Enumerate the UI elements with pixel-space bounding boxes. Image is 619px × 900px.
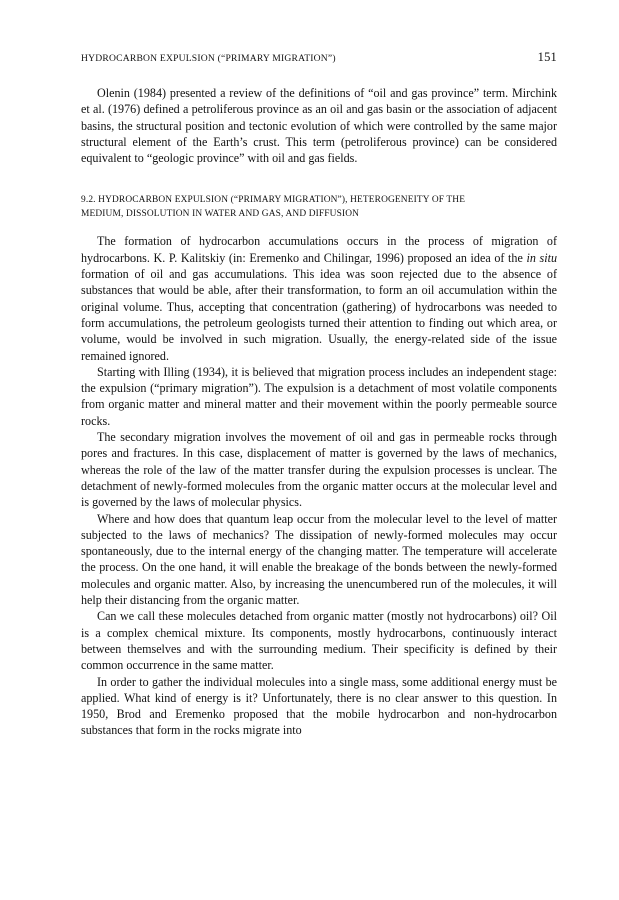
section-heading-line-2: MEDIUM, DISSOLUTION IN WATER AND GAS, AND DIFFUSION xyxy=(81,208,360,219)
section-heading xyxy=(81,194,557,221)
paragraph-1-text-start: The formation of hydrocarbon accumulations occurs in the process of migration of hydrocarbons. K. P. Kalitskiy (in: Eremenko and Chilingar, 1996) proposed an idea of the xyxy=(81,234,557,265)
body-paragraph-5: Can we call these molecules detached from organic matter (mostly not hydrocarbons) oil? Oil is a complex chemical mixture. Its components, mostly hydrocarbons, continuously interact between themselves and with the surrounding medium. Their specificity is defined by their common occurrence in the same matter. xyxy=(81,609,557,673)
page-number: 151 xyxy=(537,50,557,64)
book-page xyxy=(81,50,557,739)
section-heading-line-1: 9.2. HYDROCARBON EXPULSION (“PRIMARY MIGRATION”), HETEROGENEITY OF THE xyxy=(81,195,466,206)
body-paragraph-4: Where and how does that quantum leap occur from the molecular level to the level of matter subjected to the laws of mechanics? The dissipation of newly-formed molecules may occur spontaneously, due to the internal energy of the changing matter. The temperature will accelerate the process. On the one hand, it will enable the breakage of the bonds between the newly-formed molecules and organic matter. Also, by increasing the unencumbered run of the molecules, it will help their distancing from the organic matter. xyxy=(81,511,557,608)
body-paragraph-3: The secondary migration involves the movement of oil and gas in permeable rocks through pores and fractures. In this case, displacement of matter is governed by the laws of mechanics, whereas the role of the law of the matter transfer during the expulsion processes is unclear. The detachment of newly-formed molecules from the organic matter occurs at the molecular level and is governed by the laws of molecular physics. xyxy=(81,430,557,510)
body-paragraph-1 xyxy=(81,233,557,363)
body-paragraph-2: Starting with Illing (1934), it is believed that migration process includes an independent stage: the expulsion (“primary migration”). The expulsion is a detachment of most volatile components from organic matter and mineral matter and their movement within the poorly permeable source rocks. xyxy=(81,364,557,428)
body-paragraph-6: In order to gather the individual molecules into a single mass, some additional energy must be applied. What kind of energy is it? Unfortunately, there is no clear answer to this question. In 1950, Brod and Eremenko proposed that the mobile hydrocarbon and non-hydrocarbon substances that form in the rocks migrate into xyxy=(81,674,557,738)
intro-paragraph: Olenin (1984) presented a review of the definitions of “oil and gas province” term. Mirchink et al. (1976) defined a petroliferous province as an oil and gas basin or the association of adjacent basins, the structural position and tectonic evolution of which were controlled by the same major structural element of the Earth’s crust. This term (petroliferous province) can be considered equivalent to “geologic province” with oil and gas fields. xyxy=(81,86,557,166)
running-head-title: HYDROCARBON EXPULSION (“PRIMARY MIGRATION”) xyxy=(81,53,336,64)
paragraph-1-text-end: formation of oil and gas accumulations. This idea was soon rejected due to the absence of substances that would be able, after their transformation, to form an oil accumulation within the original volume. Thus, accepting that concentration (gathering) of hydrocarbons was needed to form accumulations, the petroleum geologists turned their attention to finding out which area, or volume, would be involved in such migration. Usually, the energy-related side of the issue remained ignored. xyxy=(81,267,557,363)
paragraph-1-italic-term: in situ xyxy=(526,250,557,265)
running-head xyxy=(81,50,557,65)
